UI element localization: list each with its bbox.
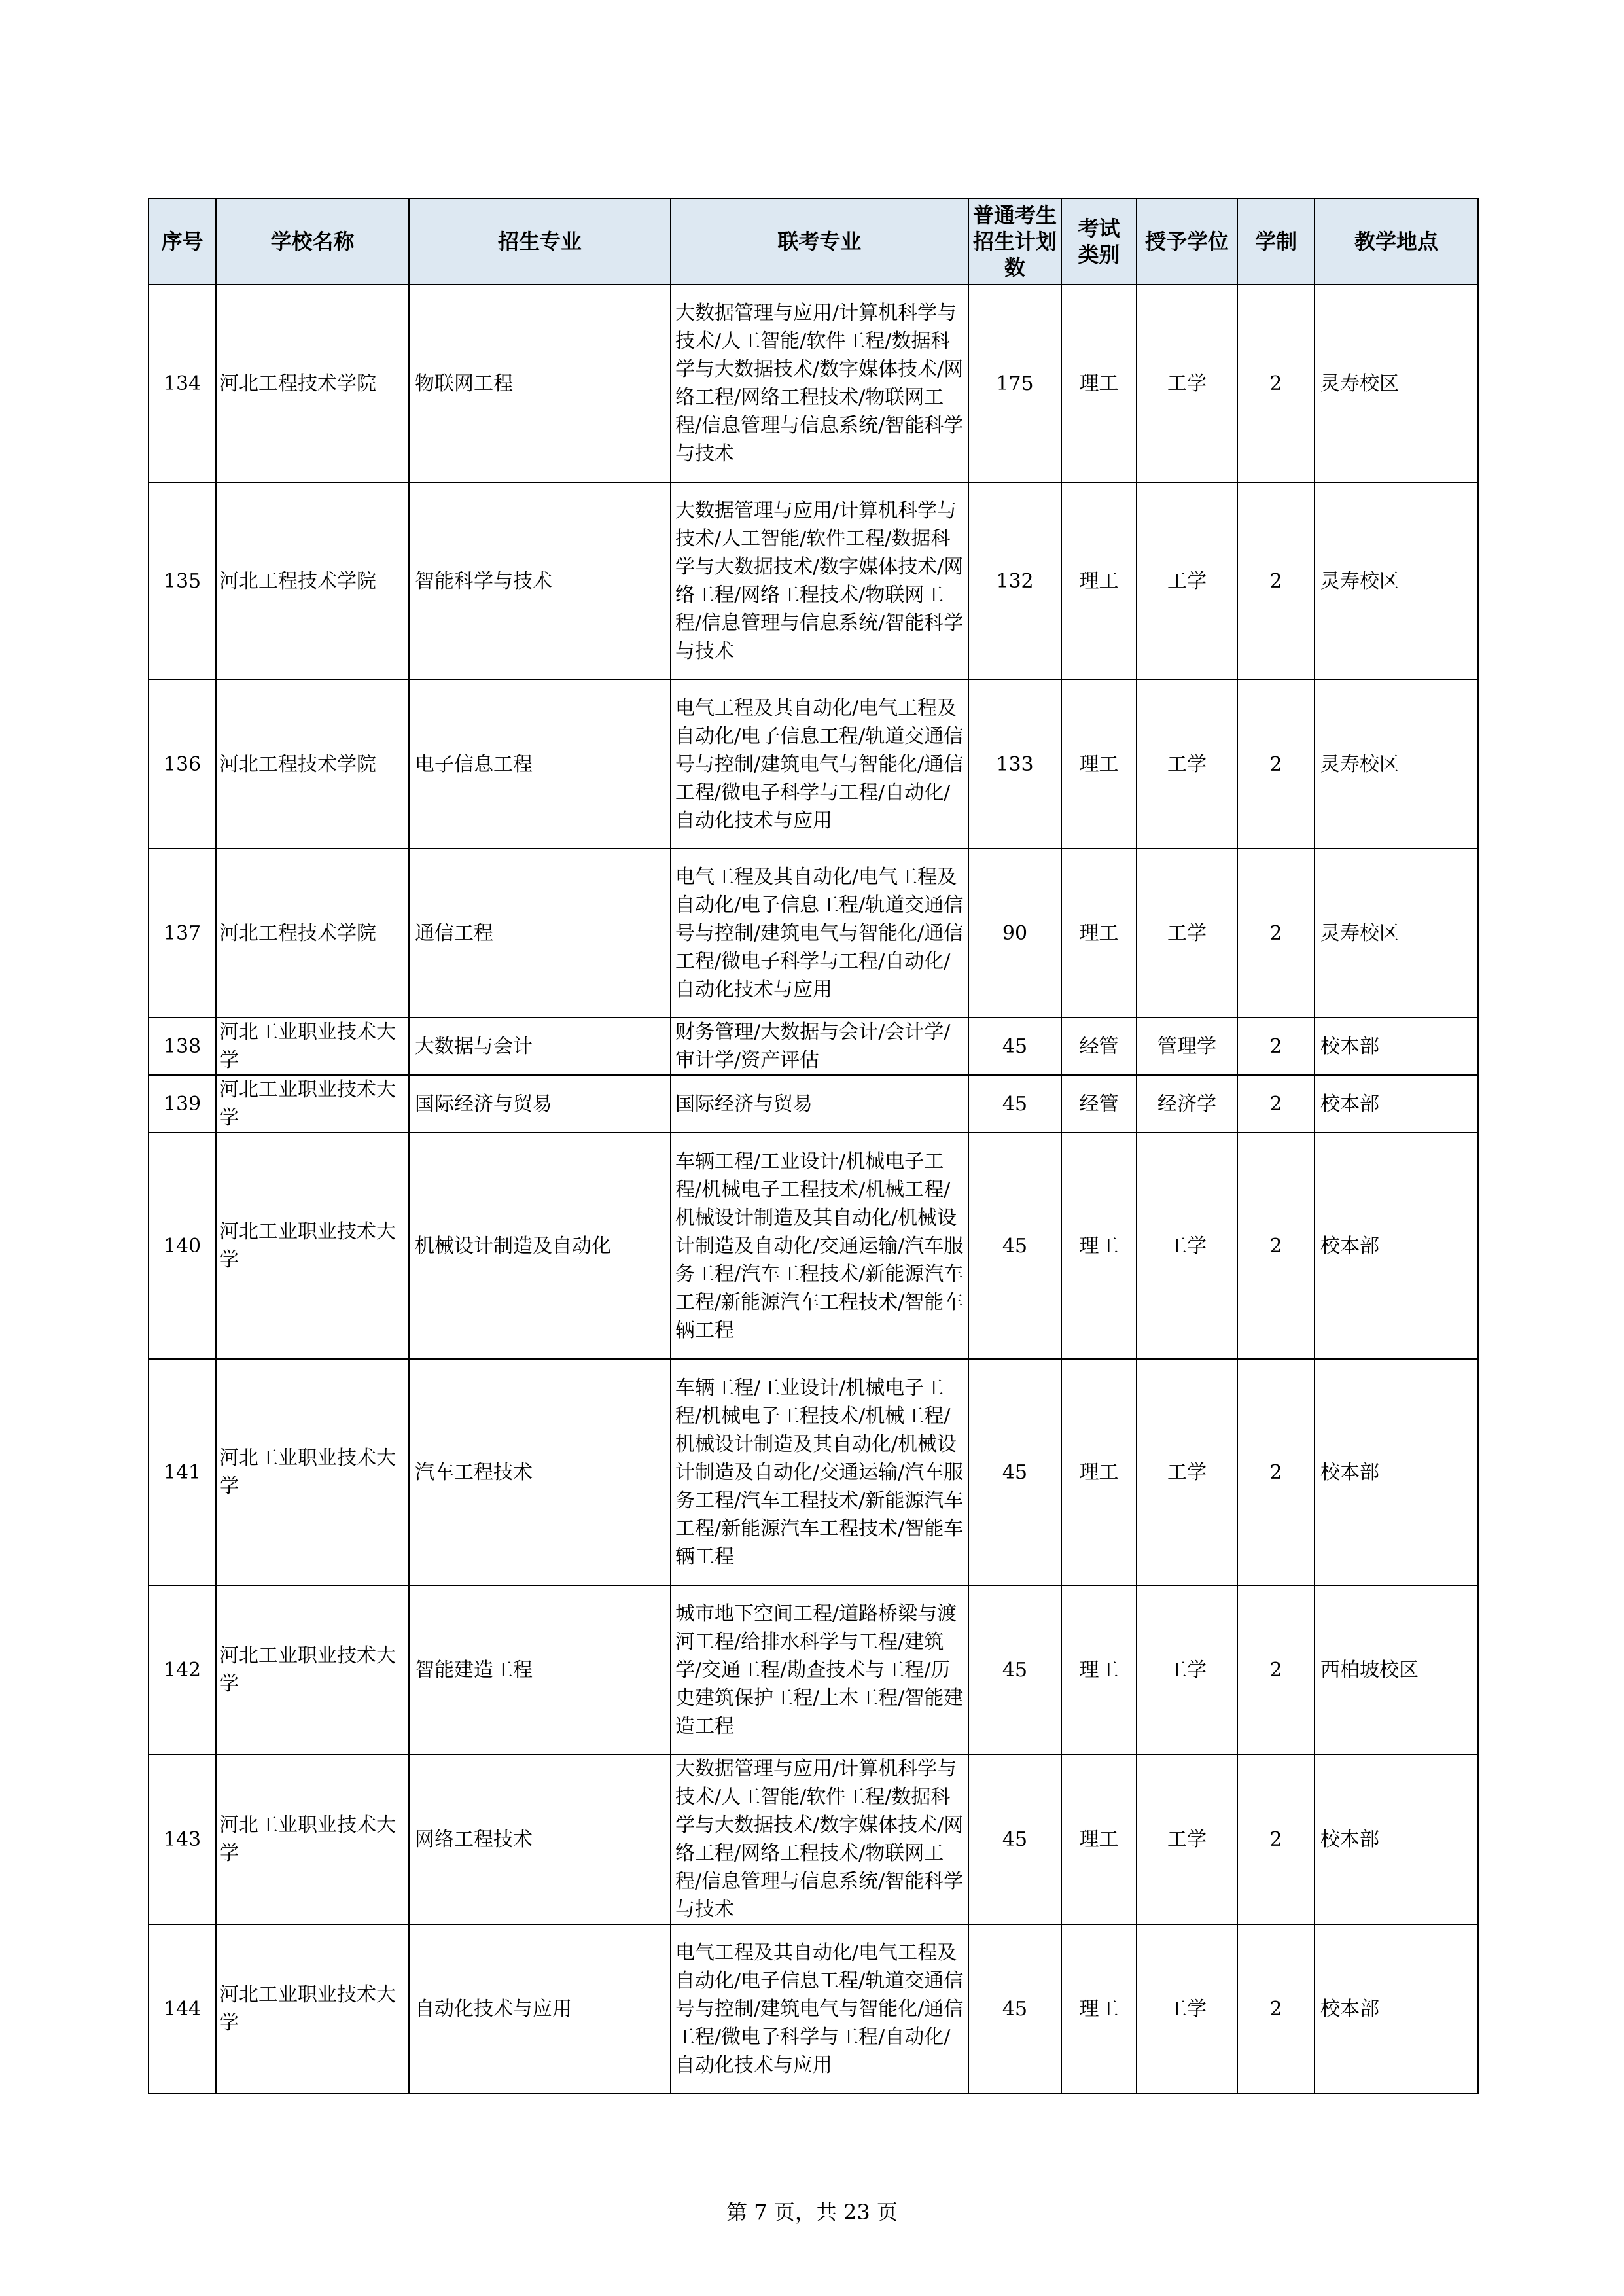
cell-category: 理工 bbox=[1061, 285, 1137, 482]
cell-location: 校本部 bbox=[1315, 1359, 1478, 1585]
cell-category: 理工 bbox=[1061, 1924, 1137, 2093]
cell-degree: 工学 bbox=[1137, 1754, 1237, 1924]
table-row bbox=[149, 1017, 1478, 1075]
cell-major: 大数据与会计 bbox=[409, 1017, 671, 1075]
cell-joint-major: 大数据管理与应用/计算机科学与技术/人工智能/软件工程/数据科学与大数据技术/数字媒体技术/网络工程/网络工程技术/物联网工程/信息管理与信息系统/智能科学与技术 bbox=[671, 1754, 968, 1924]
cell-location: 西柏坡校区 bbox=[1315, 1585, 1478, 1754]
cell-plan: 45 bbox=[968, 1754, 1061, 1924]
cell-plan: 132 bbox=[968, 482, 1061, 680]
table-row bbox=[149, 1585, 1478, 1754]
cell-seq: 135 bbox=[149, 482, 216, 680]
header-category: 考试类别 bbox=[1061, 198, 1137, 285]
cell-location: 灵寿校区 bbox=[1315, 482, 1478, 680]
header-plan: 普通考生招生计划数 bbox=[968, 198, 1061, 285]
cell-plan: 175 bbox=[968, 285, 1061, 482]
cell-seq: 144 bbox=[149, 1924, 216, 2093]
cell-major: 通信工程 bbox=[409, 849, 671, 1017]
table-row bbox=[149, 680, 1478, 849]
cell-degree: 工学 bbox=[1137, 1359, 1237, 1585]
cell-location: 灵寿校区 bbox=[1315, 285, 1478, 482]
cell-location: 校本部 bbox=[1315, 1017, 1478, 1075]
cell-joint-major: 大数据管理与应用/计算机科学与技术/人工智能/软件工程/数据科学与大数据技术/数字媒体技术/网络工程/网络工程技术/物联网工程/信息管理与信息系统/智能科学与技术 bbox=[671, 482, 968, 680]
header-degree: 授予学位 bbox=[1137, 198, 1237, 285]
cell-major: 智能科学与技术 bbox=[409, 482, 671, 680]
cell-major: 电子信息工程 bbox=[409, 680, 671, 849]
cell-school: 河北工程技术学院 bbox=[216, 285, 409, 482]
cell-plan: 45 bbox=[968, 1585, 1061, 1754]
cell-school: 河北工业职业技术大学 bbox=[216, 1133, 409, 1359]
cell-seq: 140 bbox=[149, 1133, 216, 1359]
cell-seq: 142 bbox=[149, 1585, 216, 1754]
cell-major: 汽车工程技术 bbox=[409, 1359, 671, 1585]
header-location: 教学地点 bbox=[1315, 198, 1478, 285]
header-major: 招生专业 bbox=[409, 198, 671, 285]
cell-years: 2 bbox=[1237, 1075, 1315, 1133]
cell-degree: 工学 bbox=[1137, 680, 1237, 849]
cell-plan: 90 bbox=[968, 849, 1061, 1017]
cell-major: 国际经济与贸易 bbox=[409, 1075, 671, 1133]
cell-major: 网络工程技术 bbox=[409, 1754, 671, 1924]
cell-school: 河北工业职业技术大学 bbox=[216, 1359, 409, 1585]
cell-years: 2 bbox=[1237, 1359, 1315, 1585]
header-seq: 序号 bbox=[149, 198, 216, 285]
cell-location: 灵寿校区 bbox=[1315, 680, 1478, 849]
cell-years: 2 bbox=[1237, 1924, 1315, 2093]
cell-school: 河北工程技术学院 bbox=[216, 680, 409, 849]
table-row bbox=[149, 1359, 1478, 1585]
cell-category: 理工 bbox=[1061, 849, 1137, 1017]
cell-joint-major: 电气工程及其自动化/电气工程及自动化/电子信息工程/轨道交通信号与控制/建筑电气与智能化/通信工程/微电子科学与工程/自动化/自动化技术与应用 bbox=[671, 680, 968, 849]
cell-plan: 45 bbox=[968, 1133, 1061, 1359]
cell-plan: 45 bbox=[968, 1924, 1061, 2093]
cell-years: 2 bbox=[1237, 849, 1315, 1017]
cell-years: 2 bbox=[1237, 482, 1315, 680]
cell-major: 自动化技术与应用 bbox=[409, 1924, 671, 2093]
table-row bbox=[149, 1754, 1478, 1924]
cell-seq: 137 bbox=[149, 849, 216, 1017]
cell-years: 2 bbox=[1237, 1754, 1315, 1924]
table-row bbox=[149, 482, 1478, 680]
cell-category: 理工 bbox=[1061, 1359, 1137, 1585]
cell-location: 灵寿校区 bbox=[1315, 849, 1478, 1017]
header-joint-major: 联考专业 bbox=[671, 198, 968, 285]
cell-degree: 工学 bbox=[1137, 1924, 1237, 2093]
cell-degree: 工学 bbox=[1137, 1585, 1237, 1754]
cell-school: 河北工业职业技术大学 bbox=[216, 1075, 409, 1133]
cell-seq: 141 bbox=[149, 1359, 216, 1585]
cell-location: 校本部 bbox=[1315, 1133, 1478, 1359]
cell-major: 智能建造工程 bbox=[409, 1585, 671, 1754]
cell-seq: 139 bbox=[149, 1075, 216, 1133]
cell-joint-major: 车辆工程/工业设计/机械电子工程/机械电子工程技术/机械工程/机械设计制造及其自动化/机械设计制造及自动化/交通运输/汽车服务工程/汽车工程技术/新能源汽车工程/新能源汽车工程技术/智能车辆工程 bbox=[671, 1359, 968, 1585]
cell-degree: 经济学 bbox=[1137, 1075, 1237, 1133]
cell-school: 河北工程技术学院 bbox=[216, 482, 409, 680]
cell-degree: 工学 bbox=[1137, 1133, 1237, 1359]
cell-years: 2 bbox=[1237, 1585, 1315, 1754]
cell-degree: 工学 bbox=[1137, 285, 1237, 482]
table-row bbox=[149, 1075, 1478, 1133]
cell-seq: 134 bbox=[149, 285, 216, 482]
cell-category: 理工 bbox=[1061, 1585, 1137, 1754]
cell-joint-major: 财务管理/大数据与会计/会计学/审计学/资产评估 bbox=[671, 1017, 968, 1075]
table-row bbox=[149, 849, 1478, 1017]
cell-years: 2 bbox=[1237, 680, 1315, 849]
cell-years: 2 bbox=[1237, 285, 1315, 482]
table-row bbox=[149, 285, 1478, 482]
cell-category: 理工 bbox=[1061, 680, 1137, 849]
cell-plan: 45 bbox=[968, 1075, 1061, 1133]
cell-years: 2 bbox=[1237, 1133, 1315, 1359]
cell-school: 河北工业职业技术大学 bbox=[216, 1754, 409, 1924]
cell-category: 经管 bbox=[1061, 1075, 1137, 1133]
cell-school: 河北工业职业技术大学 bbox=[216, 1017, 409, 1075]
cell-years: 2 bbox=[1237, 1017, 1315, 1075]
cell-seq: 138 bbox=[149, 1017, 216, 1075]
header-row bbox=[149, 198, 1478, 285]
cell-school: 河北工业职业技术大学 bbox=[216, 1585, 409, 1754]
cell-degree: 工学 bbox=[1137, 849, 1237, 1017]
cell-seq: 136 bbox=[149, 680, 216, 849]
cell-joint-major: 车辆工程/工业设计/机械电子工程/机械电子工程技术/机械工程/机械设计制造及其自动化/机械设计制造及自动化/交通运输/汽车服务工程/汽车工程技术/新能源汽车工程/新能源汽车工程技术/智能车辆工程 bbox=[671, 1133, 968, 1359]
cell-major: 物联网工程 bbox=[409, 285, 671, 482]
cell-plan: 45 bbox=[968, 1017, 1061, 1075]
cell-location: 校本部 bbox=[1315, 1075, 1478, 1133]
cell-joint-major: 大数据管理与应用/计算机科学与技术/人工智能/软件工程/数据科学与大数据技术/数字媒体技术/网络工程/网络工程技术/物联网工程/信息管理与信息系统/智能科学与技术 bbox=[671, 285, 968, 482]
table-row bbox=[149, 1924, 1478, 2093]
cell-joint-major: 电气工程及其自动化/电气工程及自动化/电子信息工程/轨道交通信号与控制/建筑电气与智能化/通信工程/微电子科学与工程/自动化/自动化技术与应用 bbox=[671, 1924, 968, 2093]
cell-seq: 143 bbox=[149, 1754, 216, 1924]
cell-location: 校本部 bbox=[1315, 1754, 1478, 1924]
cell-plan: 45 bbox=[968, 1359, 1061, 1585]
cell-category: 经管 bbox=[1061, 1017, 1137, 1075]
cell-category: 理工 bbox=[1061, 1754, 1137, 1924]
cell-school: 河北工程技术学院 bbox=[216, 849, 409, 1017]
page-footer: 第 7 页，共 23 页 bbox=[726, 2200, 898, 2225]
cell-category: 理工 bbox=[1061, 1133, 1137, 1359]
cell-school: 河北工业职业技术大学 bbox=[216, 1924, 409, 2093]
admission-plan-table bbox=[148, 198, 1479, 2094]
table-row bbox=[149, 1133, 1478, 1359]
cell-joint-major: 电气工程及其自动化/电气工程及自动化/电子信息工程/轨道交通信号与控制/建筑电气与智能化/通信工程/微电子科学与工程/自动化/自动化技术与应用 bbox=[671, 849, 968, 1017]
cell-joint-major: 国际经济与贸易 bbox=[671, 1075, 968, 1133]
header-years: 学制 bbox=[1237, 198, 1315, 285]
cell-degree: 管理学 bbox=[1137, 1017, 1237, 1075]
cell-location: 校本部 bbox=[1315, 1924, 1478, 2093]
cell-joint-major: 城市地下空间工程/道路桥梁与渡河工程/给排水科学与工程/建筑学/交通工程/勘查技术与工程/历史建筑保护工程/土木工程/智能建造工程 bbox=[671, 1585, 968, 1754]
header-school: 学校名称 bbox=[216, 198, 409, 285]
cell-plan: 133 bbox=[968, 680, 1061, 849]
cell-major: 机械设计制造及自动化 bbox=[409, 1133, 671, 1359]
cell-degree: 工学 bbox=[1137, 482, 1237, 680]
cell-category: 理工 bbox=[1061, 482, 1137, 680]
